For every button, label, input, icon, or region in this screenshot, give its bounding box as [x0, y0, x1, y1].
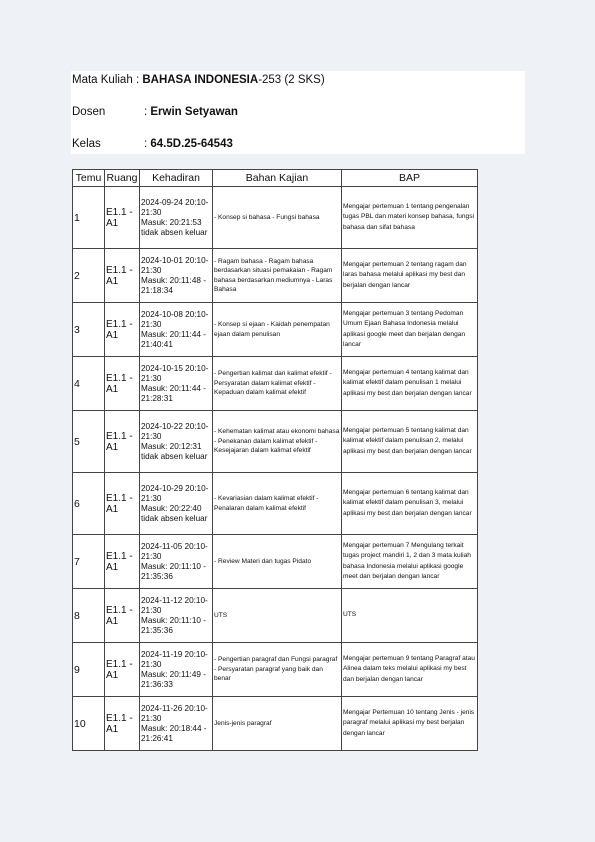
- column-header-ruang: Ruang: [105, 170, 140, 187]
- attendance-cell: [140, 249, 213, 303]
- lecturer-separator: :: [144, 106, 151, 118]
- meeting-number-cell: 10: [73, 697, 105, 751]
- attendance-line: 2024-11-19 20:10-21:30: [141, 649, 208, 669]
- lecture-report-cell: Mengajar pertemuan 2 tentang ragam dan laras bahasa melalui aplikasi my best dan berjalan dengan lancar: [342, 249, 478, 303]
- study-material-cell: UTS: [213, 589, 342, 643]
- class-code: 64.5D.25-64543: [150, 138, 233, 150]
- attendance-line: 2024-10-15 20:10-21:30: [141, 363, 209, 383]
- attendance-cell: [140, 535, 213, 589]
- table-row: [73, 473, 478, 535]
- course-code: -253 (2 SKS): [258, 74, 325, 86]
- column-header-kehadiran: Kehadiran: [140, 170, 213, 187]
- attendance-line: 2024-11-12 20:10-21:30: [141, 595, 208, 615]
- class-row: [72, 138, 233, 150]
- lecturer-label: Dosen: [72, 106, 106, 118]
- attendance-cell: [140, 187, 213, 249]
- meeting-number-cell: 3: [73, 303, 105, 357]
- attendance-line: Masuk: 20:21:53: [141, 217, 202, 227]
- table-row: [73, 249, 478, 303]
- class-separator: :: [144, 138, 151, 150]
- attendance-cell: [140, 589, 213, 643]
- attendance-line: Masuk: 20:11:44 - 21:40:41: [141, 329, 206, 349]
- attendance-cell: [140, 411, 213, 473]
- course-label: Mata Kuliah: [72, 74, 133, 86]
- lecture-report-cell: Mengajar pertemuan 9 tentang Paragraf atau Alinea dalam teks melalui aplikasi my best dan berjalan dengan lancar: [342, 643, 478, 697]
- study-material-cell: - Pengertian paragraf dan Fungsi paragraf - Persyaratan paragraf yang baik dan benar: [213, 643, 342, 697]
- study-material-cell: - Review Materi dan tugas Pidato: [213, 535, 342, 589]
- attendance-line: Masuk: 20:11:48 - 21:18:34: [141, 275, 206, 295]
- study-material-cell: Jenis-jenis paragraf: [213, 697, 342, 751]
- table-row: [73, 411, 478, 473]
- attendance-line: Masuk: 20:11:49 - 21:36:33: [141, 669, 206, 689]
- lecture-report-cell: Mengajar pertemuan 1 tentang pengenalan tugas PBL dan materi konsep bahasa, fungsi bahasa dan sifat bahasa: [342, 187, 478, 249]
- room-cell: E1.1 - A1: [105, 411, 140, 473]
- column-header-bap: BAP: [342, 170, 478, 187]
- study-material-cell: - Konsep si ejaan - Kaidah penempatan ejaan dalam penulisan: [213, 303, 342, 357]
- table-row: [73, 303, 478, 357]
- study-material-cell: - Kehematan kalimat atau ekonomi bahasa - Penekanan dalam kalimat efektif - Kesejajaran dalam kalimat efektif: [213, 411, 342, 473]
- study-material-cell: - Ragam bahasa - Ragam bahasa berdasarkan situasi pemakaian - Ragam bahasa berdasarkan mediumnya - Laras Bahasa: [213, 249, 342, 303]
- meeting-number-cell: 8: [73, 589, 105, 643]
- attendance-line: 2024-10-29 20:10-21:30: [141, 483, 209, 503]
- attendance-cell: [140, 697, 213, 751]
- attendance-cell: [140, 473, 213, 535]
- attendance-line: 2024-10-01 20:10-21:30: [141, 255, 209, 275]
- attendance-line: Masuk: 20:22:40: [141, 503, 202, 513]
- meeting-number-cell: 2: [73, 249, 105, 303]
- attendance-cell: [140, 357, 213, 411]
- attendance-line: 2024-10-08 20:10-21:30: [141, 309, 209, 329]
- course-row: [72, 74, 325, 86]
- lecture-report-cell: Mengajar pertemuan 3 tentang Pedoman Umum Ejaan Bahasa Indonesia melalui aplikasi google meet dan berjalan dengan lancar: [342, 303, 478, 357]
- room-cell: E1.1 - A1: [105, 249, 140, 303]
- table-row: [73, 589, 478, 643]
- meeting-number-cell: 7: [73, 535, 105, 589]
- lecture-report-cell: Mengajar pertemuan 7 Mengulang terkait tugas project mandiri 1, 2 dan 3 mata kuliah bahasa Indonesia melalui aplikasi google meet dan berjalan dengan lancar: [342, 535, 478, 589]
- attendance-line: Masuk: 20:12:31: [141, 441, 202, 451]
- lecturer-name: Erwin Setyawan: [150, 106, 238, 118]
- meeting-number-cell: 9: [73, 643, 105, 697]
- room-cell: E1.1 - A1: [105, 473, 140, 535]
- study-material-cell: - Pengertian kalimat dan kalimat efektif - Persyaratan dalam kalimat efektif - Kepaduan dalam kalimat efektif: [213, 357, 342, 411]
- course-info-panel: [71, 71, 525, 154]
- table-row: [73, 535, 478, 589]
- meeting-number-cell: 4: [73, 357, 105, 411]
- lecture-report-cell: UTS: [342, 589, 478, 643]
- lecture-report-cell: Mengajar pertemuan 6 tentang kalimat dan kalimat efektif dalam penulisan 3, melalui aplikasi my best dan berjalan dengan lancar: [342, 473, 478, 535]
- room-cell: E1.1 - A1: [105, 535, 140, 589]
- course-name: BAHASA INDONESIA: [142, 74, 259, 86]
- table-row: [73, 187, 478, 249]
- attendance-line: Masuk: 20:11:10 - 21:35:36: [141, 615, 206, 635]
- study-material-cell: - Konsep si bahasa - Fungsi bahasa: [213, 187, 342, 249]
- table-header-row: [73, 170, 478, 187]
- attendance-line: tidak absen keluar: [141, 227, 208, 237]
- attendance-line: tidak absen keluar: [141, 513, 208, 523]
- attendance-line: tidak absen keluar: [141, 451, 208, 461]
- room-cell: E1.1 - A1: [105, 589, 140, 643]
- meeting-number-cell: 1: [73, 187, 105, 249]
- room-cell: E1.1 - A1: [105, 303, 140, 357]
- table-row: [73, 357, 478, 411]
- lecture-report-cell: Mengajar Pertemuan 10 tentang Jenis - jenis paragraf melalui aplikasi my best berjalan dengan lancar: [342, 697, 478, 751]
- room-cell: E1.1 - A1: [105, 697, 140, 751]
- meeting-number-cell: 6: [73, 473, 105, 535]
- column-header-temu: Temu: [73, 170, 105, 187]
- attendance-line: 2024-09-24 20:10-21:30: [141, 197, 209, 217]
- attendance-cell: [140, 303, 213, 357]
- lecture-report-cell: Mengajar pertemuan 4 tentang kalimat dan kalimat efektif dalam penulisan 1 melalui aplikasi my best dan berjalan dengan lancar: [342, 357, 478, 411]
- room-cell: E1.1 - A1: [105, 187, 140, 249]
- attendance-line: 2024-11-26 20:10-21:30: [141, 703, 208, 723]
- room-cell: E1.1 - A1: [105, 357, 140, 411]
- attendance-line: 2024-10-22 20:10-21:30: [141, 421, 209, 441]
- meeting-number-cell: 5: [73, 411, 105, 473]
- table-row: [73, 643, 478, 697]
- room-cell: E1.1 - A1: [105, 643, 140, 697]
- lecture-report-cell: Mengajar pertemuan 5 tentang kalimat dan kalimat efektif dalam penulisan 2, melalui aplikasi my best dan berjalan dengan lancar: [342, 411, 478, 473]
- attendance-line: Masuk: 20:11:10 - 21:35:36: [141, 561, 206, 581]
- study-material-cell: - Kevariasian dalam kalimat efektif - Penalaran dalam kalimat efektif: [213, 473, 342, 535]
- table-row: [73, 697, 478, 751]
- lecturer-row: [72, 106, 238, 118]
- class-label: Kelas: [72, 138, 101, 150]
- attendance-line: Masuk: 20:11:44 - 21:28:31: [141, 383, 206, 403]
- attendance-table: [72, 169, 478, 751]
- attendance-cell: [140, 643, 213, 697]
- column-header-bahan-kajian: Bahan Kajian: [213, 170, 342, 187]
- course-separator: :: [135, 74, 143, 86]
- attendance-line: Masuk: 20:18:44 - 21:26:41: [141, 723, 207, 743]
- attendance-line: 2024-11-05 20:10-21:30: [141, 541, 208, 561]
